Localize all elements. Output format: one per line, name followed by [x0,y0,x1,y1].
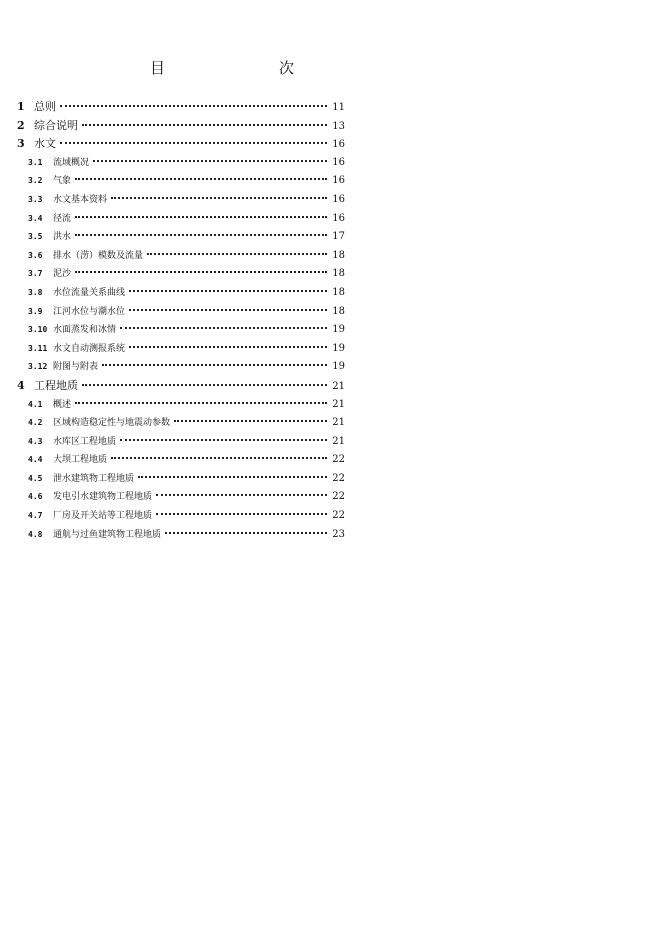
toc-entry-page: 16 [332,212,345,224]
dot-leader [75,402,327,404]
dot-leader [82,124,327,126]
toc-entry-label: 洪水 [53,232,72,243]
toc-entry-page: 19 [332,342,345,354]
dot-leader [75,178,327,180]
toc-entry-number: 3.5 [28,232,43,242]
dot-leader [129,290,327,292]
toc-entry-3-6[interactable] [17,247,345,266]
dot-leader [60,105,327,107]
toc-entry-page: 18 [332,305,345,317]
toc-entry-4[interactable] [17,377,345,396]
toc-entry-number: 4.6 [28,492,43,502]
toc-entry-number: 4.3 [28,436,43,446]
toc-entry-page: 22 [332,510,345,522]
toc-entry-page: 21 [332,435,345,447]
toc-entry-number: 1 [17,100,25,113]
toc-entry-4-1[interactable] [17,396,345,415]
dot-leader [111,457,327,459]
toc-entry-label: 径流 [53,213,72,224]
dot-leader [156,513,327,515]
toc-entry-page: 21 [332,398,345,410]
toc-title: 目 次 [150,59,323,77]
toc-entry-label: 附图与附表 [53,362,99,373]
dot-leader [60,142,327,144]
toc-entry-number: 4.8 [28,529,43,539]
toc-entry-number: 4.7 [28,511,43,521]
toc-entry-number: 3.10 [28,325,48,335]
toc-entry-page: 22 [332,472,345,484]
toc-entry-label: 排水（涝）模数及流量 [53,250,144,261]
toc-entry-label: 区域构造稳定性与地震动参数 [53,418,171,429]
toc-entry-label: 水文基本资料 [53,194,108,205]
toc-entry-4-5[interactable] [17,470,345,489]
toc-entry-page: 18 [332,286,345,298]
dot-leader [93,160,327,162]
toc-entry-3-8[interactable] [17,284,345,303]
toc-entry-number: 3.8 [28,287,43,297]
toc-entry-label: 水文 [34,137,56,151]
dot-leader [147,253,327,255]
toc-entry-page: 19 [332,361,345,373]
toc-entry-label: 水文自动测报系统 [53,343,126,354]
toc-entry-number: 3.12 [28,362,48,372]
toc-list [17,98,345,544]
toc-entry-number: 4.4 [28,455,43,465]
toc-entry-label: 综合说明 [34,118,78,132]
toc-entry-number: 3.7 [28,269,43,279]
toc-entry-page: 17 [332,231,345,243]
toc-entry-label: 发电引水建筑物工程地质 [53,492,153,503]
toc-entry-label: 气象 [53,176,72,187]
toc-entry-page: 18 [332,268,345,280]
toc-entry-4-8[interactable] [17,526,345,545]
toc-entry-4-3[interactable] [17,433,345,452]
toc-entry-label: 泄水建筑物工程地质 [53,473,135,484]
toc-entry-page: 18 [332,249,345,261]
toc-entry-label: 流域概况 [53,157,90,168]
toc-entry-4-4[interactable] [17,451,345,470]
toc-entry-page: 16 [332,139,345,151]
toc-entry-number: 3.4 [28,213,43,223]
toc-entry-label: 通航与过鱼建筑物工程地质 [53,529,162,540]
toc-entry-page: 13 [332,120,345,132]
toc-entry-number: 4.1 [28,399,43,409]
toc-entry-3-9[interactable] [17,303,345,322]
toc-entry-3-12[interactable] [17,358,345,377]
toc-entry-3-10[interactable] [17,321,345,340]
toc-entry-number: 2 [17,118,25,132]
toc-entry-label: 工程地质 [34,378,78,392]
toc-entry-4-7[interactable] [17,507,345,526]
toc-entry-page: 22 [332,454,345,466]
toc-entry-label: 泥沙 [53,269,72,280]
dot-leader [75,271,327,273]
toc-entry-2[interactable] [17,117,345,136]
toc-entry-label: 水面蒸发和冰情 [53,325,117,336]
dot-leader [129,309,327,311]
dot-leader [75,234,327,236]
toc-entry-label: 总则 [34,100,56,113]
toc-entry-number: 3.6 [28,250,43,260]
dot-leader [102,364,327,366]
toc-entry-3-11[interactable] [17,340,345,359]
toc-entry-page: 21 [332,380,345,392]
toc-entry-number: 3.2 [28,176,43,186]
toc-entry-number: 4.5 [28,473,43,483]
toc-entry-3[interactable] [17,135,345,154]
toc-entry-3-2[interactable] [17,172,345,191]
toc-entry-page: 16 [332,175,345,187]
toc-entry-label: 江河水位与潮水位 [53,306,126,317]
toc-entry-3-3[interactable] [17,191,345,210]
toc-entry-page: 23 [332,528,345,540]
toc-entry-page: 21 [332,417,345,429]
toc-entry-number: 3 [17,137,25,151]
toc-entry-page: 19 [332,324,345,336]
dot-leader [174,420,327,422]
toc-entry-label: 大坝工程地质 [53,455,108,466]
toc-entry-4-6[interactable] [17,488,345,507]
toc-entry-label: 水库区工程地质 [53,436,117,447]
dot-leader [165,532,327,534]
toc-entry-page: 16 [332,156,345,168]
dot-leader [138,476,327,478]
toc-entry-page: 11 [332,102,345,113]
toc-entry-3-5[interactable] [17,228,345,247]
toc-entry-1[interactable] [17,98,345,117]
dot-leader [129,346,327,348]
toc-entry-number: 3.3 [28,194,43,204]
toc-entry-page: 22 [332,491,345,503]
toc-entry-3-1[interactable] [17,154,345,173]
dot-leader [82,384,327,386]
toc-entry-number: 4 [17,378,25,392]
toc-entry-number: 4.2 [28,418,43,428]
toc-entry-3-4[interactable] [17,210,345,229]
toc-entry-label: 概述 [53,399,72,410]
toc-entry-number: 3.11 [28,343,48,353]
dot-leader [120,327,327,329]
toc-entry-label: 水位流量关系曲线 [53,287,126,298]
dot-leader [156,494,327,496]
dot-leader [120,439,327,441]
toc-entry-number: 3.1 [28,157,43,167]
toc-entry-label: 厂房及开关站等工程地质 [53,511,153,522]
dot-leader [111,197,327,199]
toc-entry-4-2[interactable] [17,414,345,433]
toc-entry-page: 16 [332,193,345,205]
toc-entry-number: 3.9 [28,306,43,316]
toc-entry-3-7[interactable] [17,265,345,284]
dot-leader [75,216,327,218]
